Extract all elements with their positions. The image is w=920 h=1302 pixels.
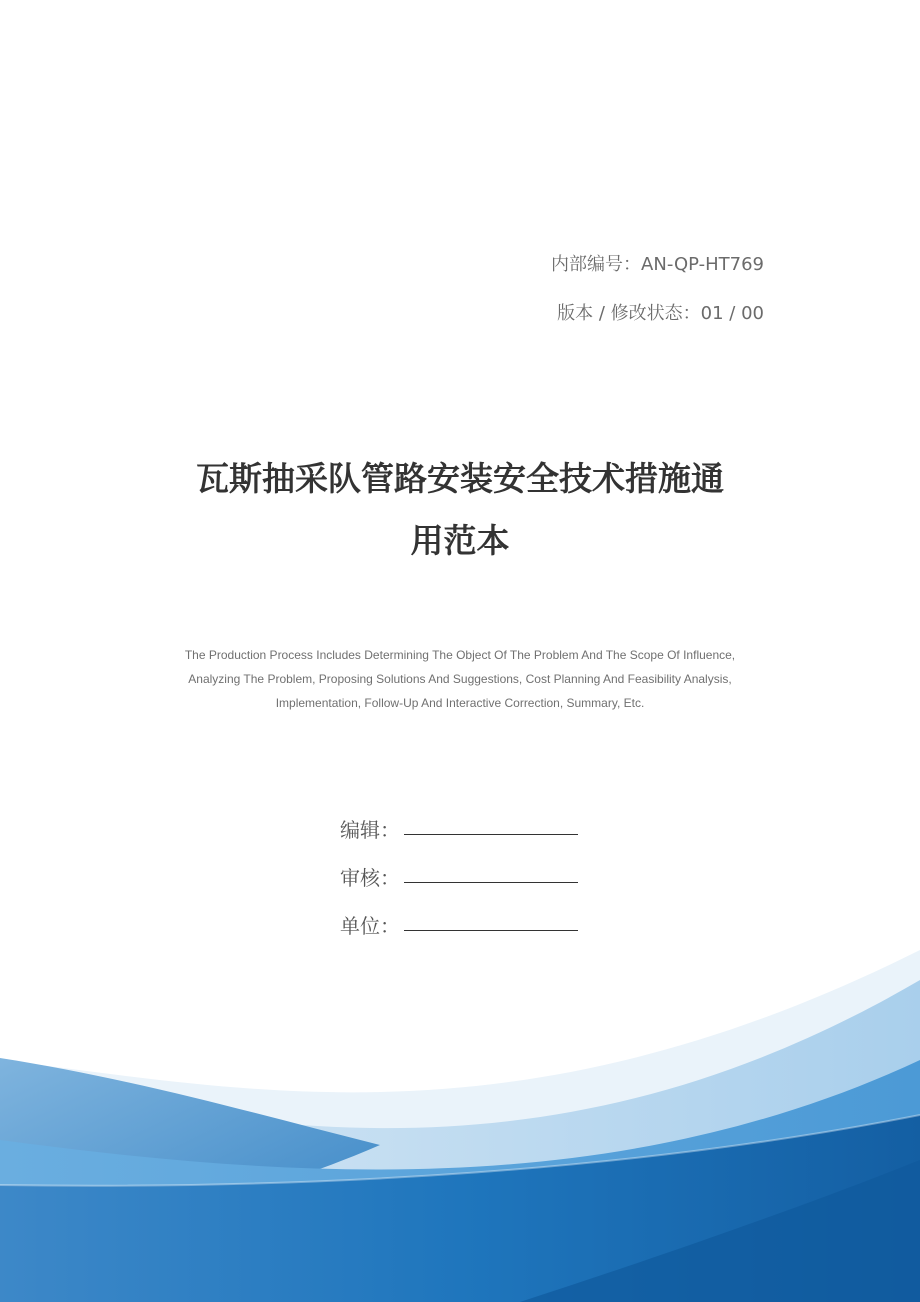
unit-blank-line xyxy=(404,930,578,931)
document-meta xyxy=(551,240,764,338)
decorative-wave xyxy=(0,940,920,1302)
editor-field xyxy=(340,795,578,843)
document-subtitle xyxy=(100,643,820,715)
subtitle-line-2: Analyzing The Problem, Proposing Solutions And Suggestions, Cost Planning And Feasibility Analysis, xyxy=(188,672,732,686)
title-line-2: 用范本 xyxy=(410,521,510,560)
title-line-1: 瓦斯抽采队管路安装安全技术措施通 xyxy=(196,459,724,498)
subtitle-line-1: The Production Process Includes Determining The Object Of The Problem And The Scope Of Influence, xyxy=(184,648,736,662)
document-title xyxy=(0,448,920,572)
reviewer-label: 审核： xyxy=(340,866,400,890)
editor-blank-line xyxy=(404,834,578,835)
unit-label: 单位： xyxy=(340,914,400,938)
signature-fields xyxy=(340,795,578,939)
reviewer-blank-line xyxy=(404,882,578,883)
doc-version: 版本 / 修改状态：01 / 00 xyxy=(557,303,764,324)
reviewer-field xyxy=(340,843,578,891)
subtitle-line-3: Implementation, Follow-Up And Interactive Correction, Summary, Etc. xyxy=(275,696,645,710)
editor-label: 编辑： xyxy=(340,818,400,842)
unit-field xyxy=(340,891,578,939)
doc-code: 内部编号：AN-QP-HT769 xyxy=(551,254,764,275)
